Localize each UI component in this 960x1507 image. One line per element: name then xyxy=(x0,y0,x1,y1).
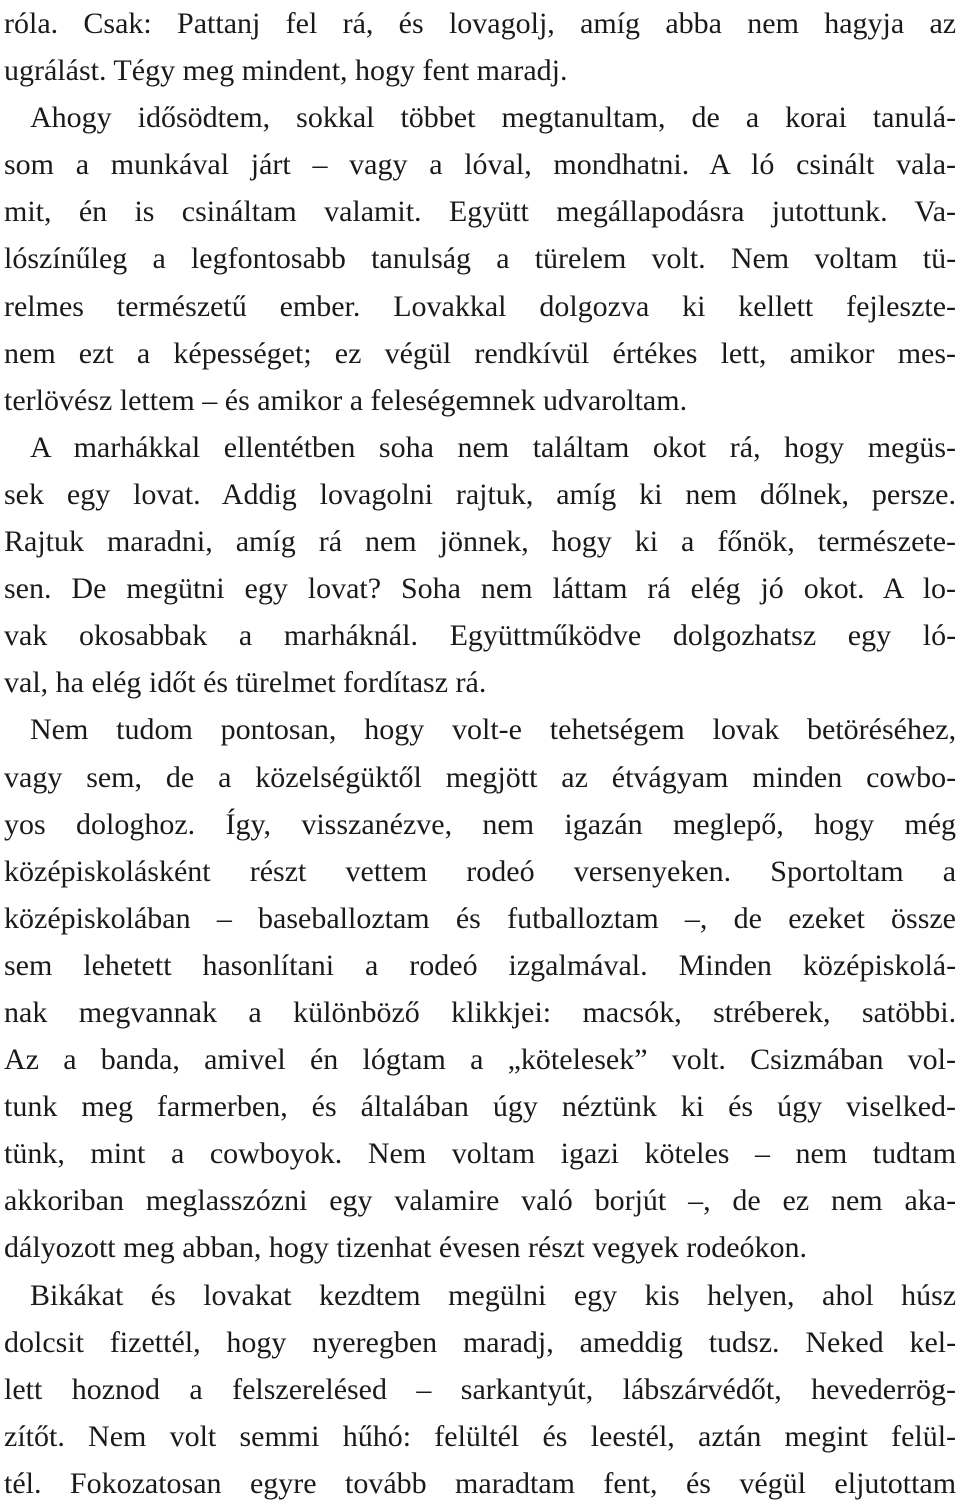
text-line: ugrálást. Tégy meg mindent, hogy fent maradj. xyxy=(4,54,568,88)
text-line: tunk meg farmerben, és általában úgy néztünk ki és úgy viselked- xyxy=(4,1090,957,1124)
text-line: Bikákat és lovakat kezdtem megülni egy kis helyen, ahol húsz xyxy=(30,1278,957,1312)
text-line: tünk, mint a cowboyok. Nem voltam igazi köteles – nem tudtam xyxy=(4,1137,957,1171)
paragraph-1 xyxy=(4,0,956,94)
text-line: zítőt. Nem volt semmi hűhó: felültél és leestél, aztán megint felül- xyxy=(4,1419,957,1453)
paragraph-2 xyxy=(4,94,956,424)
text-line: mit, én is csináltam valamit. Együtt megállapodásra jutottunk. Va- xyxy=(4,195,957,229)
text-line: tél. Fokozatosan egyre tovább maradtam fent, és végül eljutottam xyxy=(4,1466,957,1500)
text-line: Nem tudom pontosan, hogy volt-e tehetségem lovak betöréséhez, xyxy=(30,713,957,747)
text-line: Rajtuk maradni, amíg rá nem jönnek, hogy ki a főnök, természete- xyxy=(4,525,957,559)
text-line: lett hoznod a felszerelésed – sarkantyút, lábszárvédőt, hevederrög- xyxy=(4,1372,957,1406)
text-line: val, ha elég időt és türelmet fordítasz rá. xyxy=(4,666,487,700)
book-page xyxy=(4,0,956,1507)
text-line: relmes természetű ember. Lovakkal dolgozva ki kellett fejleszte- xyxy=(4,289,957,323)
text-line: yos dologhoz. Így, visszanézve, nem igazán meglepő, hogy még xyxy=(4,807,957,841)
text-line: Ahogy idősödtem, sokkal többet megtanultam, de a korai tanulá- xyxy=(30,101,957,135)
text-line: középiskolásként részt vettem rodeó versenyeken. Sportoltam a xyxy=(4,854,957,888)
text-line: sem lehetett hasonlítani a rodeó izgalmával. Minden középiskolá- xyxy=(4,948,957,982)
text-line: középiskolában – baseballoztam és futballoztam –, de ezeket össze xyxy=(4,901,956,935)
text-line: lószínűleg a legfontosabb tanulság a türelem volt. Nem voltam tü- xyxy=(4,242,957,276)
text-line: nak megvannak a különböző klikkjei: macsók, stréberek, satöbbi. xyxy=(4,995,957,1029)
text-line: vagy sem, de a közelségüktől megjött az étvágyam minden cowbo- xyxy=(4,760,957,794)
text-line: vak okosabbak a marháknál. Együttműködve dolgozhatsz egy ló- xyxy=(4,619,957,653)
paragraph-5 xyxy=(4,1272,956,1507)
paragraph-3 xyxy=(4,424,956,707)
text-line: terlövész lettem – és amikor a feleségemnek udvaroltam. xyxy=(4,383,688,417)
paragraph-4 xyxy=(4,706,956,1271)
text-line: sen. De megütni egy lovat? Soha nem láttam rá elég jó okot. A lo- xyxy=(4,572,957,606)
text-line: róla. Csak: Pattanj fel rá, és lovagolj, amíg abba nem hagyja az xyxy=(4,7,957,40)
text-line: akkoriban meglasszózni egy valamire való borjút –, de ez nem aka- xyxy=(4,1184,957,1218)
text-line: dályozott meg abban, hogy tizenhat évesen részt vegyek rodeókon. xyxy=(4,1231,808,1265)
text-line: Az a banda, amivel én lógtam a „kötelesek” volt. Csizmában vol- xyxy=(4,1043,956,1077)
text-line: A marhákkal ellentétben soha nem találtam okot rá, hogy megüs- xyxy=(30,430,957,464)
text-line: dolcsit fizettél, hogy nyeregben maradj, ameddig tudsz. Neked kel- xyxy=(4,1325,957,1359)
text-line: sek egy lovat. Addig lovagolni rajtuk, amíg ki nem dőlnek, persze. xyxy=(4,477,957,511)
text-line: nem ezt a képességet; ez végül rendkívül értékes lett, amikor mes- xyxy=(4,336,957,370)
text-line: som a munkával járt – vagy a lóval, mondhatni. A ló csinált vala- xyxy=(4,148,957,182)
